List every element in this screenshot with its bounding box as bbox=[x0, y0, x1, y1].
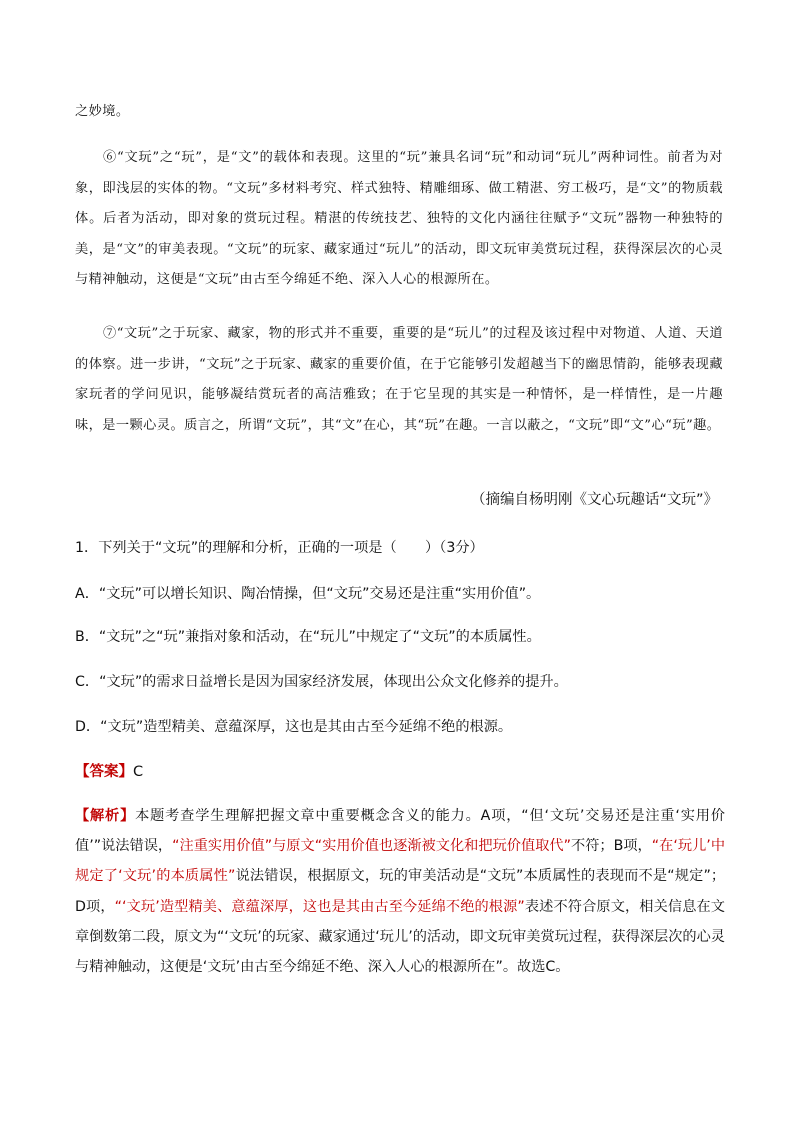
explanation-text-1: 本题考查学生理解把握文章中重要概念含义的能力。A项， bbox=[135, 808, 522, 824]
explanation-label: 【解析】 bbox=[75, 808, 136, 824]
paragraph-6: ⑥“文玩”之“玩”，是“文”的载体和表现。这里的“玩”兼具名词“玩”和动词“玩儿”两种词性。前者为对象，即浅层的实体的物。“文玩”多材料考究、样式独特、精雕细琢、做工精湛、穷工极巧，是“文”的物质载体。后者为活动，即对象的赏玩过程。精湛的传统技艺、独特的文化内涵往往赋予“文玩”器物一种独特的美，是“文”的审美表现。“文玩”的玩家、藏家通过“玩儿”的活动，即文玩审美赏玩过程，获得深层次的心灵与精神触动，这便是“文玩”由古至今绵延不绝、深入人心的根源所在。 bbox=[75, 150, 723, 288]
explanation-text-2: “但‘文玩’交易还是注重‘实用价值’”说法错误， bbox=[75, 808, 725, 855]
explanation-text-4: 说法错误，根据原文，玩的审美活动是“文玩”本质属性的表现而不是“规定”；D项， bbox=[75, 868, 726, 915]
option-d: D．“文玩”造型精美、意蕴深厚，这也是其由古至今延绵不绝的根源。 bbox=[75, 719, 513, 735]
question-stem: 1．下列关于“文玩”的理解和分析，正确的一项是（ ）（3分） bbox=[75, 540, 484, 556]
option-b: B．“文玩”之“玩”兼指对象和活动，在“玩儿”中规定了“文玩”的本质属性。 bbox=[75, 629, 541, 645]
option-a: A．“文玩”可以增长知识、陶冶情操，但“文玩”交易还是注重“实用价值”。 bbox=[75, 586, 541, 602]
explanation-text-3: 不符；B项， bbox=[570, 838, 652, 855]
paragraph-7: ⑦“文玩”之于玩家、藏家，物的形式并不重要，重要的是“玩儿”的过程及该过程中对物道、人道、天道的体察。进一步讲，“文玩”之于玩家、藏家的重要价值，在于它能够引发超越当下的幽思情韵，能够表现藏家玩者的学问见识，能够凝结赏玩者的高洁雅致；在于它呈现的其实是一种情怀，是一样情性，是一片趣味，是一颗心灵。质言之，所谓“文玩”，其“文”在心，其“玩”在趣。一言以蔽之，“文玩”即“文”心“玩”趣。 bbox=[75, 326, 723, 433]
explanation-quote-4: “‘文玩’的玩家、藏家通过‘玩儿’的活动，即文玩审美赏玩过程，获得深层次的心灵与精神触动，这便是‘文玩’由古至今绵延不绝、深入人心的根源所在” bbox=[75, 928, 725, 976]
explanation-quote-2: “在‘玩儿’中规定了‘文玩’的本质属性” bbox=[75, 838, 726, 885]
explanation-conclusion: 。故选C。 bbox=[502, 959, 570, 976]
answer-value: C bbox=[133, 764, 144, 780]
explanation-quote-1: “注重实用价值”与原文“实用价值也逐渐被文化和把玩价值取代” bbox=[172, 838, 571, 855]
explanation-text-5: 表述不符合原文，相关信息在文章倒数第二段，原文为 bbox=[75, 898, 725, 945]
option-c: C．“文玩”的需求日益增长是因为国家经济发展，体现出公众文化修养的提升。 bbox=[75, 674, 568, 690]
explanation-block bbox=[75, 801, 725, 982]
explanation-quote-3: “‘文玩’造型精美、意蕴深厚，这也是其由古至今延绵不绝的根源” bbox=[114, 898, 525, 915]
answer-line bbox=[75, 760, 143, 781]
paragraph-continuation: 之妙境。 bbox=[75, 104, 130, 119]
source-citation: （摘编自杨明刚《文心玩趣话“文玩”》 bbox=[470, 492, 718, 508]
answer-label: 【答案】 bbox=[75, 764, 133, 780]
